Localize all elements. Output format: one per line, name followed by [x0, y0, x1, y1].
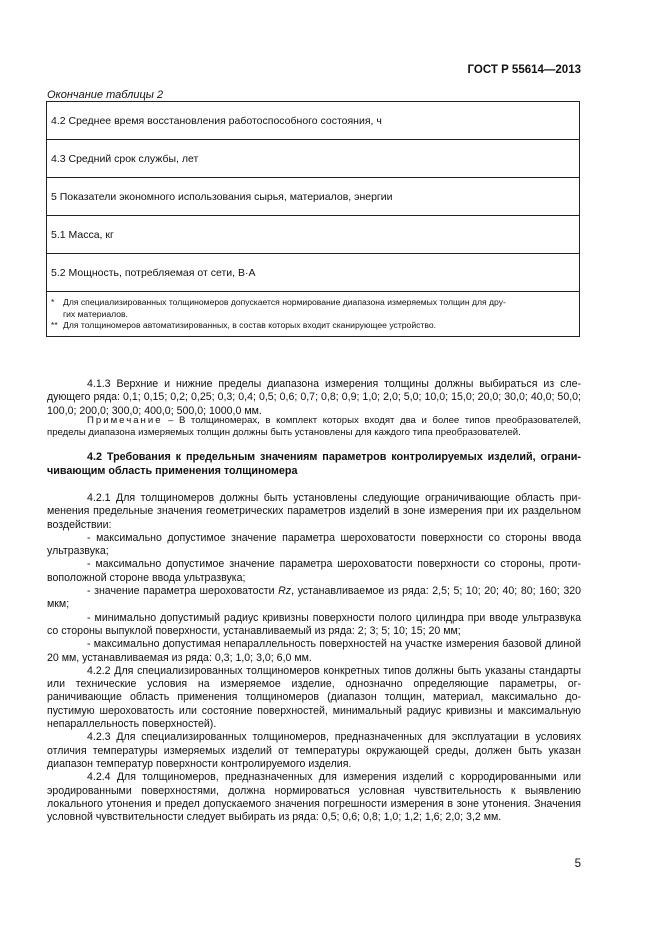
table-cell: 5.2 Мощность, потребляемая от сети, В·А	[47, 254, 580, 292]
clause-4-1-3	[47, 378, 581, 418]
table-row	[47, 254, 580, 292]
list-item	[47, 585, 581, 612]
section-heading: 4.2 Требования к предельным значениям параметров контролируемых изделий, ограничивающим область применения толщиномера	[47, 451, 581, 477]
paragraph-4-2-4: 4.2.4 Для толщиномеров, предназначенных для измерения изделий с корродированными или эродированными поверхностями, должна нормироваться условная чувствительность к выявлению локального утонения и предел допускаемого значения погрешности измерения в зоне утонения. Значения условной чувствительности следует выбирать из ряда: 0,5; 0,6; 0,8; 1,0; 1,2; 1,6; 2,0; 3,2 мм.	[47, 771, 581, 824]
table-cell: 4.2 Среднее время восстановления работоспособного состояния, ч	[47, 102, 580, 140]
table-cell: 5 Показатели экономного использования сырья, материалов, энергии	[47, 178, 580, 216]
footnote-text: Для специализированных толщиномеров допускается нормирование диапазона измеряемых толщин для дру-	[63, 297, 506, 307]
indicators-table	[46, 101, 580, 337]
footnote-text: гих материалов.	[63, 308, 128, 319]
note-text: – В толщиномерах, в комплект которых входят два и более типов преобразователей, пределы диапазона измеряемых толщин должны быть установлены для каждого типа преобразователей.	[47, 415, 581, 438]
table-footnotes	[47, 292, 580, 337]
note-paragraph	[47, 415, 581, 439]
table-row	[47, 102, 580, 140]
footnote-1	[51, 297, 575, 309]
paragraph-4-1-3: 4.1.3 Верхние и нижние пределы диапазона измерения толщины должны выбираться из следующего ряда: 0,1; 0,15; 0,2; 0,25; 0,3; 0,4; 0,5; 0,6; 0,7; 0,8; 0,9; 1,0; 2,0; 5,0; 10,0; 15,0; 20,0; 30,0; 40,0; 50,0; 100,0; 200,0; 300,0; 400,0; 500,0; 1000,0 мм.	[47, 378, 581, 417]
list-item-text: - значение параметра шероховатости	[87, 585, 279, 598]
footnote-text: Для толщиномеров автоматизированных, в состав которых входит сканирующее устройство.	[63, 320, 436, 330]
footnote-mark: *	[51, 297, 55, 307]
paragraph-4-2-1: 4.2.1 Для толщиномеров должны быть установлены следующие ограничивающие область применения предельные значения геометрических параметров изделий в зоне измерения при их раздельном воздействии:	[47, 492, 581, 531]
table-row	[47, 216, 580, 254]
paragraph-4-2-2: 4.2.2 Для специализированных толщиномеров конкретных типов должны быть указаны стандарты или технические условия на измеряемое изделие, однозначно определяющие параметры, ограничивающие область применения толщиномеров (диапазон толщин, материал, максимально допустимую шероховатость или состояние поверхностей, минимальный радиус кривизны и максимальную непараллельность поверхностей).	[47, 664, 581, 731]
footnote-1-continuation	[51, 309, 575, 321]
list-item: - максимально допустимое значение параметра шероховатости поверхности со стороны, противоположной стороне ввода ультразвука;	[47, 558, 581, 584]
note	[47, 415, 581, 439]
list-item-text: , устанавливаемое из ряда: 2,5; 5; 10; 20; 40; 80; 160; 320 мкм;	[47, 585, 581, 611]
table-footnotes-row	[47, 292, 580, 337]
list-item: - максимально допустимая непараллельность поверхностей на участке измерения базовой длиной 20 мм, устанавливаемая из ряда: 0,3; 1,0; 3,0; 6,0 мм.	[47, 638, 581, 664]
rz-symbol: Rz	[278, 585, 292, 598]
table-row	[47, 140, 580, 178]
table-cell: 4.3 Средний срок службы, лет	[47, 140, 580, 178]
footnote-2	[51, 320, 575, 332]
table-cell: 5.1 Масса, кг	[47, 216, 580, 254]
standard-designation: ГОСТ Р 55614—2013	[467, 64, 581, 76]
footnote-mark: **	[51, 320, 58, 330]
table-continuation-caption: Окончание таблицы 2	[47, 89, 164, 101]
list-item: - минимально допустимый радиус кривизны поверхности полого цилиндра при вводе ультразвука со стороны выпуклой поверхности, устанавливаемый из ряда: 2; 3; 5; 10; 15; 20 мм;	[47, 611, 581, 637]
paragraph-4-2-3: 4.2.3 Для специализированных толщиномеров, предназначенных для эксплуатации в условиях отличия температуры измеряемых изделий от температуры окружающей среды, должен быть указан диапазон температур поверхности контролируемого изделия.	[47, 731, 581, 770]
clause-4-2-1	[47, 492, 581, 824]
list-item: - максимально допустимое значение параметра шероховатости поверхности со стороны ввода ультразвука;	[47, 531, 581, 558]
section-4-2	[47, 451, 581, 478]
table-row	[47, 178, 580, 216]
note-label: Примечание	[87, 415, 163, 426]
page-number: 5	[574, 858, 581, 870]
